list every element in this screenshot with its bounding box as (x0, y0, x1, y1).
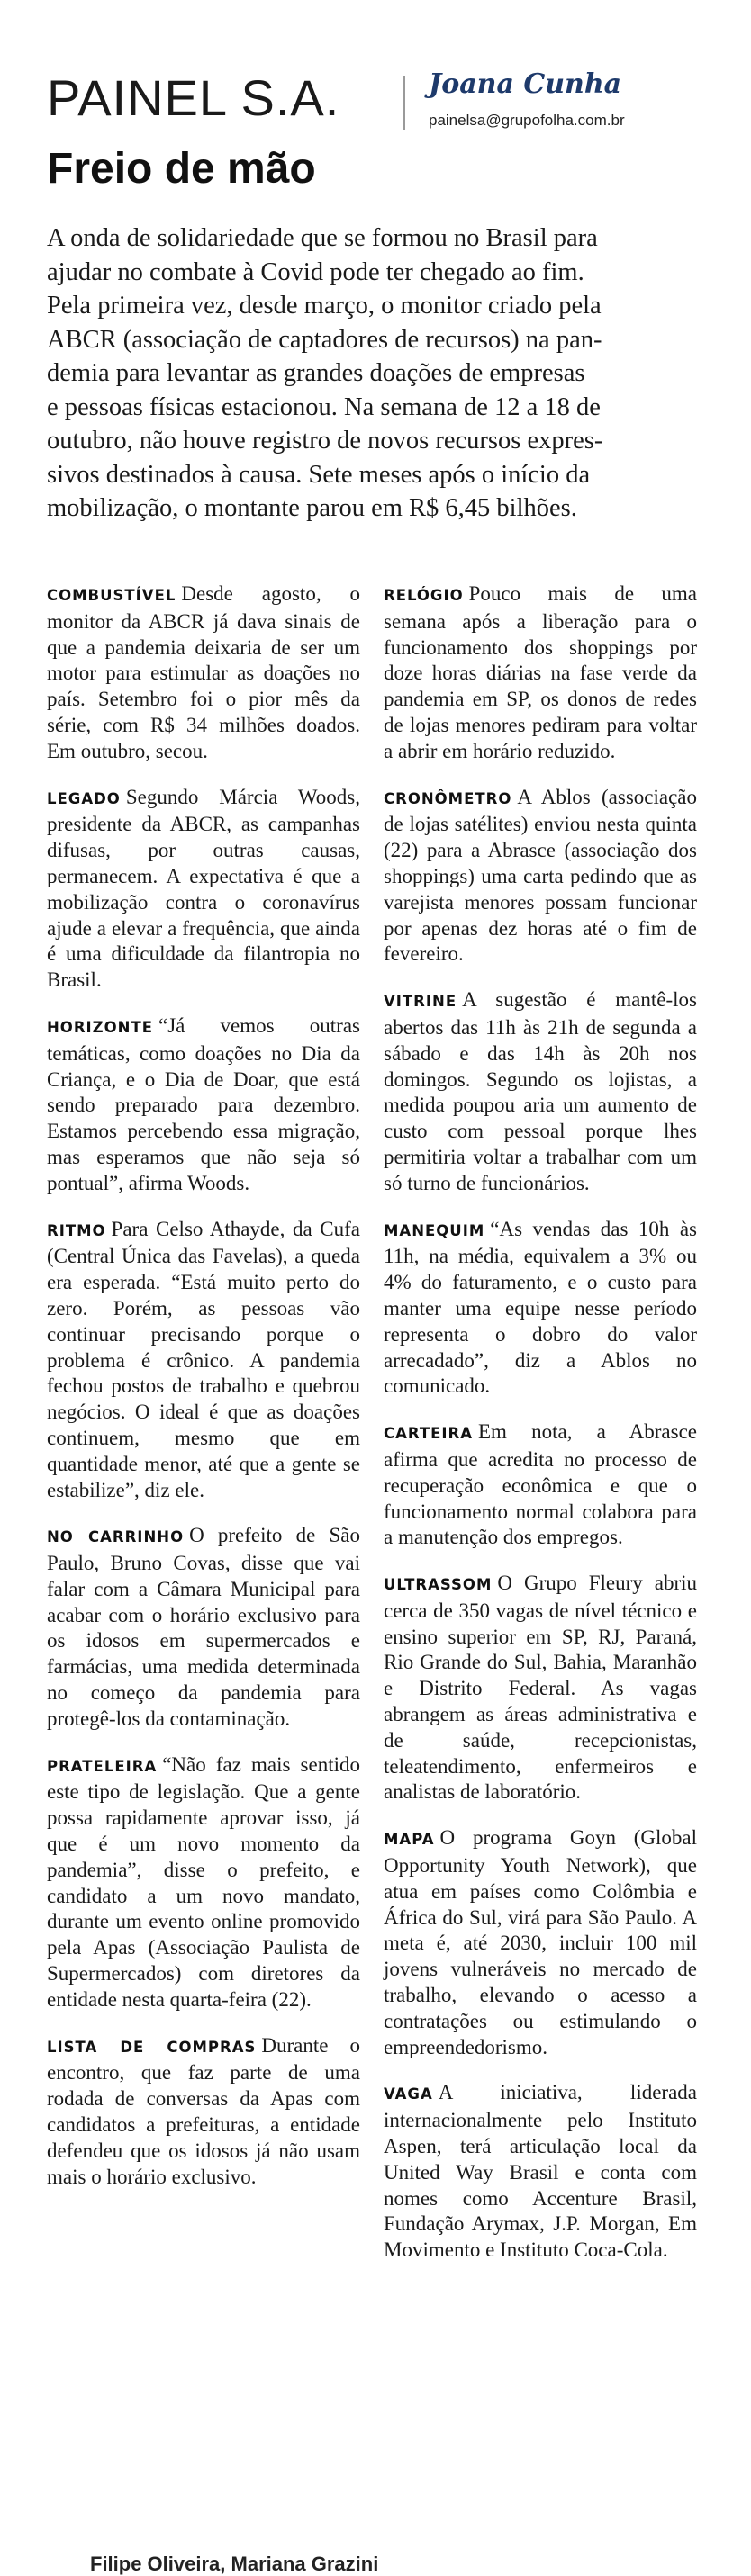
note-keyword: RITMO (47, 1221, 106, 1239)
news-note (47, 1217, 360, 1504)
news-note (47, 2033, 360, 2191)
note-keyword: ULTRASSOM (384, 1576, 493, 1594)
note-keyword: PRATELEIRA (47, 1757, 158, 1775)
note-text: “As vendas das 10h às 11h, na média, equivalem a 3% ou 4% do faturamento, e o custo para manter uma equipe nesse período representa o dobro do valor arrecadado”, diz a Ablos no comunicado. (384, 1217, 697, 1398)
note-keyword: LISTA DE COMPRAS (47, 2038, 257, 2056)
note-text: Durante o encontro, que faz parte de uma rodada de conversas da Apas com candidatos a prefeituras, a entidade defendeu que os idosos já não usam mais o horário exclusivo. (47, 2033, 360, 2188)
note-text: Desde agosto, o monitor da ABCR já dava sinais de que a pandemia deixaria de ser um motor para estimular as doações no país. Setembro foi o pior mês da série, com R$ 34 milhões doados. Em outubro, secou. (47, 582, 360, 762)
note-text: A Ablos (associação de lojas satélites) enviou nesta quinta (22) para a Abrasce (associação dos shoppings) uma carta pedindo que as varejista menores possam funcionar por apenas dez horas até o fim de fevereiro. (384, 785, 697, 966)
note-text: O prefeito de São Paulo, Bruno Covas, disse que vai falar com a Câmara Municipal para acabar com o horário exclusivo para os idosos em supermercados e farmácias, uma medida determinada no começo da pandemia para protegê-los da contaminação. (47, 1524, 360, 1730)
news-note (47, 1013, 360, 1197)
news-note (384, 1571, 697, 1806)
note-keyword: COMBUSTÍVEL (47, 587, 176, 604)
author-email: painelsa@grupofolha.com.br (429, 112, 625, 129)
note-text: Pouco mais de uma semana após a liberação para o funcionamento dos shoppings por doze horas diárias na fase verde da pandemia em SP, os donos de redes de lojas menores pediram para voltar a abrir em horário reduzido. (384, 582, 697, 762)
note-text: A iniciativa, liderada internacionalmente pelo Instituto Aspen, terá articulação local da United Way Brasil e conta com nomes como Accenture Brasil, Fundação Arymax, J.P. Morgan, Em Movimento e Instituto Coca-Cola. (384, 2081, 697, 2262)
news-note (47, 1523, 360, 1732)
news-note (384, 1419, 697, 1551)
note-text: A sugestão é mantê-los abertos das 11h às 21h de segunda a sábado e das 14h às 20h nos domingos. Segundo os lojistas, a medida poupou aria um aumento de custo com pessoal porque lhes permitiria voltar a trabalhar com um só turno de funcionários. (384, 988, 697, 1194)
note-text: Para Celso Athayde, da Cufa (Central Única das Favelas), a queda era esperada. “Está muito perto do zero. Porém, as pessoas vão continuar precisando porque o problema é crônico. A pandemia fechou postos de trabalho e quebrou negócios. O ideal é que as doações continuem, mesmo que em quantidade menor, até que a gente se estabilize”, diz ele. (47, 1217, 360, 1501)
note-keyword: MANEQUIM (384, 1221, 485, 1239)
note-keyword: MAPA (384, 1831, 435, 1849)
news-note (384, 1217, 697, 1401)
news-note (384, 581, 697, 765)
note-keyword: LEGADO (47, 789, 121, 807)
credits-line: Filipe Oliveira, Mariana Grazini (90, 2553, 379, 2575)
column-title: PAINEL S.A. (47, 69, 340, 126)
news-note (384, 2080, 697, 2264)
note-keyword: CARTEIRA (384, 1425, 473, 1443)
note-keyword: HORIZONTE (47, 1018, 154, 1036)
note-text: O programa Goyn (Global Opportunity Youth Network), que atua em países como Colômbia e África do Sul, virá para São Paulo. A meta é, até 2030, incluir 100 mil jovens vulneráveis no mercado de trabalho, elevando o acesso a contratações ou estimulando o empreendedorismo. (384, 1826, 697, 2058)
note-keyword: RELÓGIO (384, 587, 464, 604)
masthead-divider (403, 76, 405, 130)
note-text: Segundo Márcia Woods, presidente da ABCR, as campanhas difusas, por outras causas, permanecem. A expectativa é que a mobilização contra o coronavírus ajude a elevar a frequência, que ainda é uma dificuldade da filantropia no Brasil. (47, 785, 360, 992)
headline: Freio de mão (47, 145, 316, 193)
news-note (384, 785, 697, 968)
news-note (47, 785, 360, 994)
note-keyword: VAGA (384, 2085, 433, 2103)
note-text: “Não faz mais sentido este tipo de legislação. Que a gente possa rapidamente aprovar isso, já que é um novo momento da pandemia”, disse o prefeito, e candidato a um novo mandato, durante um evento online promovido pela Apas (Associação Paulista de Supermercados) com diretores da entidade nesta quarta-feira (22). (47, 1752, 360, 2011)
author-name: Joana Cunha (429, 68, 622, 100)
right-column (384, 581, 697, 2283)
news-note (47, 1752, 360, 2013)
note-keyword: NO CARRINHO (47, 1528, 185, 1546)
note-keyword: CRONÔMETRO (384, 789, 512, 807)
note-text: Em nota, a Abrasce afirma que acredita no processo de recuperação econômica e que o funcionamento normal colabora para a manutenção dos empregos. (384, 1420, 697, 1549)
news-note (384, 987, 697, 1196)
news-note (384, 1825, 697, 2060)
column-masthead (47, 56, 713, 137)
left-column (47, 581, 360, 2210)
note-text: O Grupo Fleury abriu cerca de 350 vagas de nível técnico e ensino superior em SP, RJ, Paraná, Rio Grande do Sul, Bahia, Maranhão e Distrito Federal. As vagas abrangem as áreas administrativa e de saúde, recepcionistas, teleatendimento, enfermeiros e analistas de laboratório. (384, 1572, 697, 1804)
note-keyword: VITRINE (384, 993, 457, 1011)
lead-paragraph: A onda de solidariedade que se formou no Brasil para ajudar no combate à Covid pode ter chegado ao fim. Pela primeira vez, desde março, o monitor criado pela ABCR (associação de captadores de recursos) na pan- demia para levantar as grandes doações de empresas e pessoas físicas estacionou. Na semana de 12 a 18 de outubro, não houve registro de novos recursos expres- sivos destinados à causa. Sete meses após o início da mobilização, o montante parou em R$ 6,45 bilhões. (47, 224, 603, 522)
note-text: “Já vemos outras temáticas, como doações no Dia da Criança, e o Dia de Doar, que está sendo preparado para dezembro. Estamos percebendo essa migração, mas esperamos que não seja só pontual”, afirma Woods. (47, 1013, 360, 1194)
news-note (47, 581, 360, 765)
